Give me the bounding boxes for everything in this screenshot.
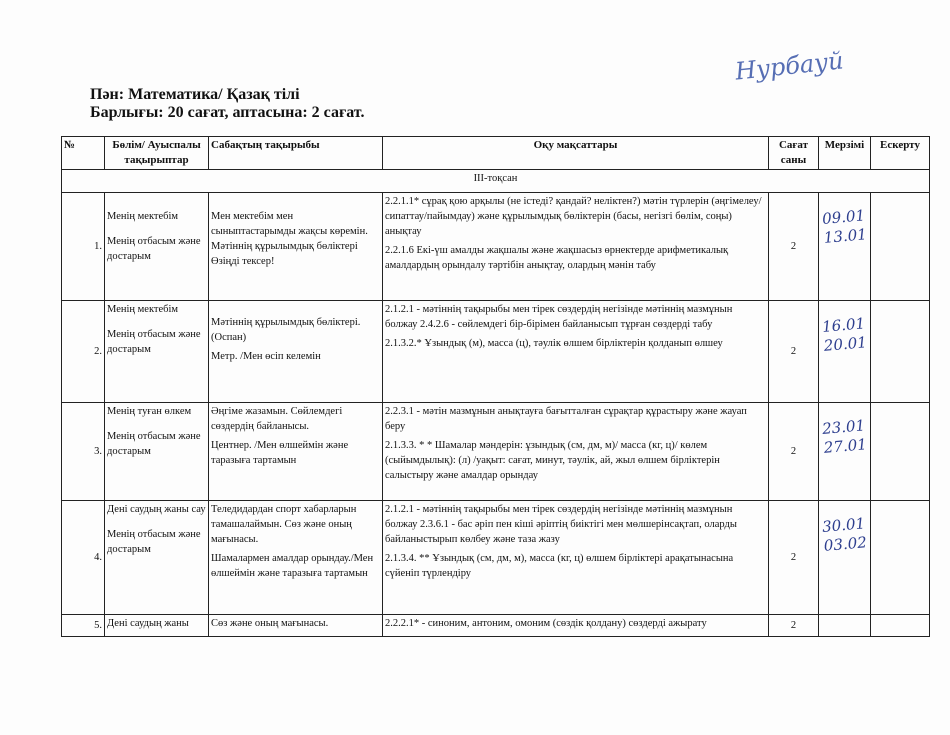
row-topic: [209, 501, 383, 615]
row-hours: 2: [769, 193, 819, 301]
row-hours: 2: [769, 615, 819, 637]
section-text: Менің отбасым және достарым: [107, 529, 201, 555]
handwritten-dates: [821, 514, 869, 556]
row-dates: [819, 615, 871, 637]
section-text: Дені саудың жаны: [107, 618, 189, 629]
col-note: Ескерту: [871, 137, 930, 170]
row-number: 5.: [62, 615, 105, 637]
topic-text: Метр. /Мен өсіп келемін: [211, 351, 321, 362]
date-value: 16.01: [821, 314, 866, 336]
row-hours: 2: [769, 403, 819, 501]
table-row: [62, 193, 930, 301]
subject-line: Пән: Математика/ Қазақ тілі: [90, 86, 300, 103]
col-hours: Сағат саны: [769, 137, 819, 170]
handwritten-dates: [821, 206, 869, 248]
table-row: [62, 403, 930, 501]
goal-text: 2.1.3.3. * * Шамалар мәндерін: ұзындық (см, дм, м)/ масса (кг, ц)/ көлем (сыйымдылық): (л) /уақыт: сағат, минут, тәулік, ай, жыл өлшем бірліктерін салыстыру және амалдар орындау: [385, 440, 720, 481]
table-row: [62, 301, 930, 403]
row-section: [105, 301, 209, 403]
row-note: [871, 615, 930, 637]
date-value: 27.01: [823, 435, 868, 457]
goal-text: 2.1.2.1 - мәтіннің тақырыбы мен тірек сөздердің негізінде мәтіннің мазмұнын болжау 2.3.6.1 - бас әріп пен кіші әріптің биіктігі мен мөлшерінсақтап, оларды байланыстырып көлбеу және таза жазу: [385, 504, 737, 545]
date-value: 23.01: [821, 416, 866, 438]
col-section: Бөлім/ Ауыспалы тақырыптар: [105, 137, 209, 170]
row-note: [871, 301, 930, 403]
goal-text: 2.1.2.1 - мәтіннің тақырыбы мен тірек сөздердің негізінде мәтіннің мазмұнын болжау 2.4.2.6 - сөйлемдегі бір-бірімен байланысып тұрған сөздерді табу: [385, 304, 733, 330]
handwritten-signature: Нурбауй: [733, 46, 845, 86]
row-note: [871, 501, 930, 615]
row-hours: 2: [769, 301, 819, 403]
row-topic: [209, 403, 383, 501]
date-value: 09.01: [821, 206, 866, 228]
topic-text: Теледидардан спорт хабарларын тамашалаймын. Сөз және оның мағынасы.: [211, 504, 357, 545]
row-goals: [383, 501, 769, 615]
date-value: 13.01: [823, 225, 868, 247]
quarter-label: III-тоқсан: [62, 170, 930, 193]
document-header: [90, 86, 364, 122]
row-topic: [209, 193, 383, 301]
section-text: Менің мектебім: [107, 211, 179, 222]
goal-text: 2.2.3.1 - мәтін мазмұнын анықтауға бағытталған сұрақтар құрастыру және жауап беру: [385, 406, 747, 432]
hours-line: Барлығы: 20 сағат, аптасына: 2 сағат.: [90, 104, 365, 121]
handwritten-dates: [821, 416, 869, 458]
date-value: 30.01: [821, 514, 866, 536]
topic-text: Центнер. /Мен өлшеймін және таразыға тартамын: [211, 440, 349, 466]
section-text: Менің туған өлкем: [107, 406, 192, 417]
row-topic: [209, 301, 383, 403]
row-number: 4.: [62, 501, 105, 615]
row-goals: [383, 615, 769, 637]
row-goals: [383, 193, 769, 301]
row-dates: [819, 301, 871, 403]
col-num: №: [62, 137, 105, 170]
row-section: [105, 193, 209, 301]
topic-text: Әңгіме жазамын. Сөйлемдегі сөздердің байланысы.: [211, 406, 343, 432]
row-note: [871, 403, 930, 501]
col-goals: Оқу мақсаттары: [383, 137, 769, 170]
goal-text: 2.2.1.1* сұрақ қою арқылы (не істеді? қандай? неліктен?) мәтін түрлерін (әңгімелеу/сипаттау/пайымдау) және құрылымдық бөліктерін (басы, негізгі бөлім, соңы) анықтау: [385, 196, 762, 237]
topic-text: Мәтіннің құрылымдық бөліктері.(Оспан): [211, 317, 361, 343]
row-topic: [209, 615, 383, 637]
section-text: Менің мектебім: [107, 304, 179, 315]
lesson-plan-table: [61, 136, 930, 637]
goal-text: 2.1.3.2.* Ұзындық (м), масса (ц), тәулік өлшем бірліктерін қолданып өлшеу: [385, 338, 723, 349]
handwritten-dates: [821, 314, 869, 356]
row-goals: [383, 403, 769, 501]
section-text: Менің отбасым және достарым: [107, 431, 201, 457]
row-goals: [383, 301, 769, 403]
row-dates: [819, 193, 871, 301]
topic-text: Мен мектебім мен сыныптастарымды жақсы көремін. Мәтіннің құрылымдық бөліктері Өзіңді тексер!: [211, 211, 368, 267]
row-number: 2.: [62, 301, 105, 403]
table-row: [62, 501, 930, 615]
row-number: 1.: [62, 193, 105, 301]
row-section: [105, 615, 209, 637]
topic-text: Шамалармен амалдар орындау./Мен өлшеймін және таразыға тартамын: [211, 553, 374, 579]
section-text: Дені саудың жаны сау: [107, 504, 206, 515]
section-text: Менің отбасым және достарым: [107, 329, 201, 355]
table-row: [62, 615, 930, 637]
table-header-row: [62, 137, 930, 170]
row-number: 3.: [62, 403, 105, 501]
topic-text: Сөз және оның мағынасы.: [211, 618, 329, 629]
goal-text: 2.2.2.1* - синоним, антоним, омоним (сөздік қолдану) сөздерді ажырату: [385, 618, 707, 629]
row-dates: [819, 501, 871, 615]
col-date: Мерзімі: [819, 137, 871, 170]
row-hours: 2: [769, 501, 819, 615]
goal-text: 2.1.3.4. ** Ұзындық (см, дм, м), масса (кг, ц) өлшем бірліктері арақатынасына сүйеніп түрлендіру: [385, 553, 734, 579]
row-section: [105, 403, 209, 501]
col-topic: Сабақтың тақырыбы: [209, 137, 383, 170]
row-note: [871, 193, 930, 301]
date-value: 20.01: [823, 333, 868, 355]
section-text: Менің отбасым және достарым: [107, 236, 201, 262]
quarter-row: [62, 170, 930, 193]
row-dates: [819, 403, 871, 501]
table-body: [62, 193, 930, 637]
date-value: 03.02: [823, 533, 868, 555]
goal-text: 2.2.1.6 Екі-үш амалды жақшалы және жақшасыз өрнектерде арифметикалық амалдардың орындалу тәртібін анықтау, олардың мәнін табу: [385, 245, 729, 271]
row-section: [105, 501, 209, 615]
